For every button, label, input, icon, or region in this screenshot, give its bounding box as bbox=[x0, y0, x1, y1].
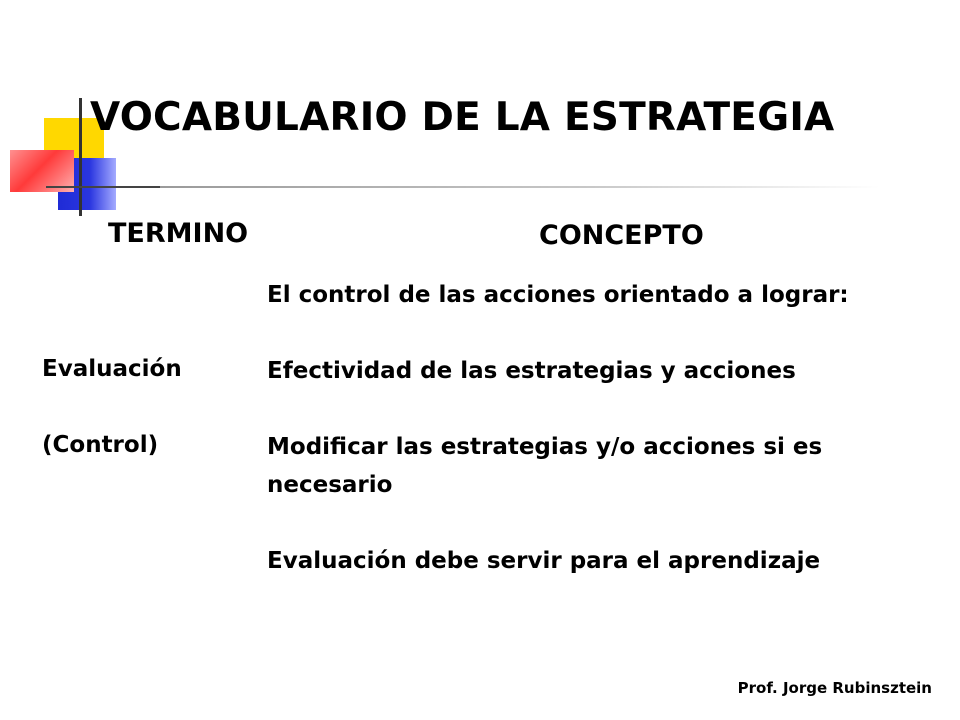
concept-item: Modificar las estrategias y/o acciones si es necesario bbox=[267, 434, 823, 498]
decor-vertical-line bbox=[79, 98, 82, 216]
header-concept: CONCEPTO bbox=[539, 220, 704, 251]
concept-list bbox=[267, 276, 937, 618]
slide-title: VOCABULARIO DE LA ESTRATEGIA bbox=[90, 95, 835, 140]
header-term: TERMINO bbox=[108, 218, 249, 249]
decor-horizontal-line-dark bbox=[46, 186, 166, 188]
concept-item: Efectividad de las estrategias y acciones bbox=[267, 358, 796, 384]
concept-item: Evaluación debe servir para el aprendizaje bbox=[267, 548, 821, 574]
author-footer: Prof. Jorge Rubinsztein bbox=[737, 679, 932, 697]
term-name-secondary: (Control) bbox=[42, 432, 159, 458]
concept-item: El control de las acciones orientado a lograr: bbox=[267, 282, 849, 308]
title-underline bbox=[160, 186, 880, 188]
term-name: Evaluación bbox=[42, 356, 182, 382]
